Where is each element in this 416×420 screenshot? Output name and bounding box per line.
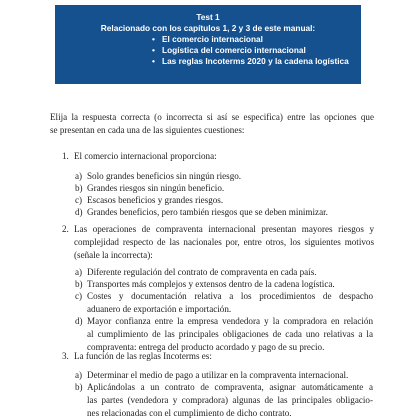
option-letter: c) [75, 195, 83, 205]
banner-chapter-list [55, 34, 361, 67]
banner-chapter-label: Las reglas Incoterms 2020 y la cadena logística [162, 56, 349, 66]
banner-title: Test 1 [196, 12, 220, 22]
option-line: Transportes más complejos y extensos dentro de la cadena logística. [87, 279, 335, 289]
option-letter: a) [75, 370, 83, 380]
question-number: 1. [62, 151, 69, 161]
question-line: Las operaciones de compraventa internacional presentan mayores riesgos y [74, 224, 374, 234]
banner-chapter-item [55, 56, 361, 67]
question-number: 3. [62, 351, 69, 361]
test-banner [55, 5, 361, 84]
option-text [87, 290, 373, 316]
option-line: Mayor confianza entre la empresa vendedora y la compradora en relación [87, 316, 373, 326]
option-line: aduanero de exportación e importación. [87, 304, 232, 314]
banner-subtitle: Relacionado con los capítulos 1, 2 y 3 de este manual: [100, 23, 316, 33]
option-line: Escasos beneficios y grandes riesgos. [87, 195, 224, 205]
question-text [74, 350, 374, 363]
option-line: Determinar el medio de pago a utilizar en la compraventa internacional. [87, 370, 349, 380]
question-line: El comercio internacional proporciona: [74, 151, 217, 161]
option-line: Aplicándolas a un contrato de compraventa, asignar automáticamente a [87, 382, 373, 392]
option-letter: b) [75, 183, 83, 193]
bullet-icon: • [152, 34, 155, 44]
bullet-icon: • [152, 45, 155, 55]
option-letter: b) [75, 279, 83, 289]
option-letter: a) [75, 267, 83, 277]
option-letter: b) [75, 382, 83, 392]
option-letter: d) [75, 207, 83, 217]
option-line: Costes y documentación relativa a los procedimientos de despacho [87, 291, 373, 301]
option-text [87, 381, 373, 420]
option-line: al cumplimiento de las principales obligaciones de cada uno relativas a la [87, 329, 373, 339]
bullet-icon: • [152, 56, 155, 66]
question-number: 2. [62, 224, 69, 234]
banner-chapter-label: Logística del comercio internacional [162, 45, 306, 55]
question-text [74, 150, 374, 163]
question-line: (señale la incorrecta): [74, 250, 153, 260]
option-line: Grandes riesgos sin ningún beneficio. [87, 183, 225, 193]
option-line: Solo grandes beneficios sin ningún riesgo. [87, 171, 242, 181]
question-text [74, 223, 374, 262]
option-text [87, 206, 373, 219]
option-line: compraventa: entrega del producto acordado y pago de su precio. [87, 342, 325, 352]
option-line: las partes (vendedora y compradora) algunas de las principales obligacio- [87, 395, 373, 405]
question-line: La función de las reglas Incoterms es: [74, 351, 212, 361]
option-line: Diferente regulación del contrato de compraventa en cada país. [87, 267, 317, 277]
option-line: nes relacionadas con el cumplimiento de dicho contrato. [87, 408, 292, 418]
option-letter: d) [75, 316, 83, 326]
option-letter: c) [75, 291, 83, 301]
option-text [87, 315, 373, 354]
banner-chapter-item [55, 34, 361, 45]
instructions-line: se presentan en cada una de las siguientes cuestiones: [50, 125, 245, 135]
instructions-line: Elija la respuesta correcta (o incorrecta si así se especifica) entre las opciones que [50, 112, 374, 122]
banner-chapter-item [55, 45, 361, 56]
banner-chapter-label: El comercio internacional [162, 34, 263, 44]
instructions [50, 111, 374, 137]
option-letter: a) [75, 171, 83, 181]
question-line: complejidad respecto de las nacionales por, entre otros, los siguientes motivos [74, 237, 374, 247]
option-line: Grandes beneficios, pero también riesgos que se deben minimizar. [87, 207, 328, 217]
